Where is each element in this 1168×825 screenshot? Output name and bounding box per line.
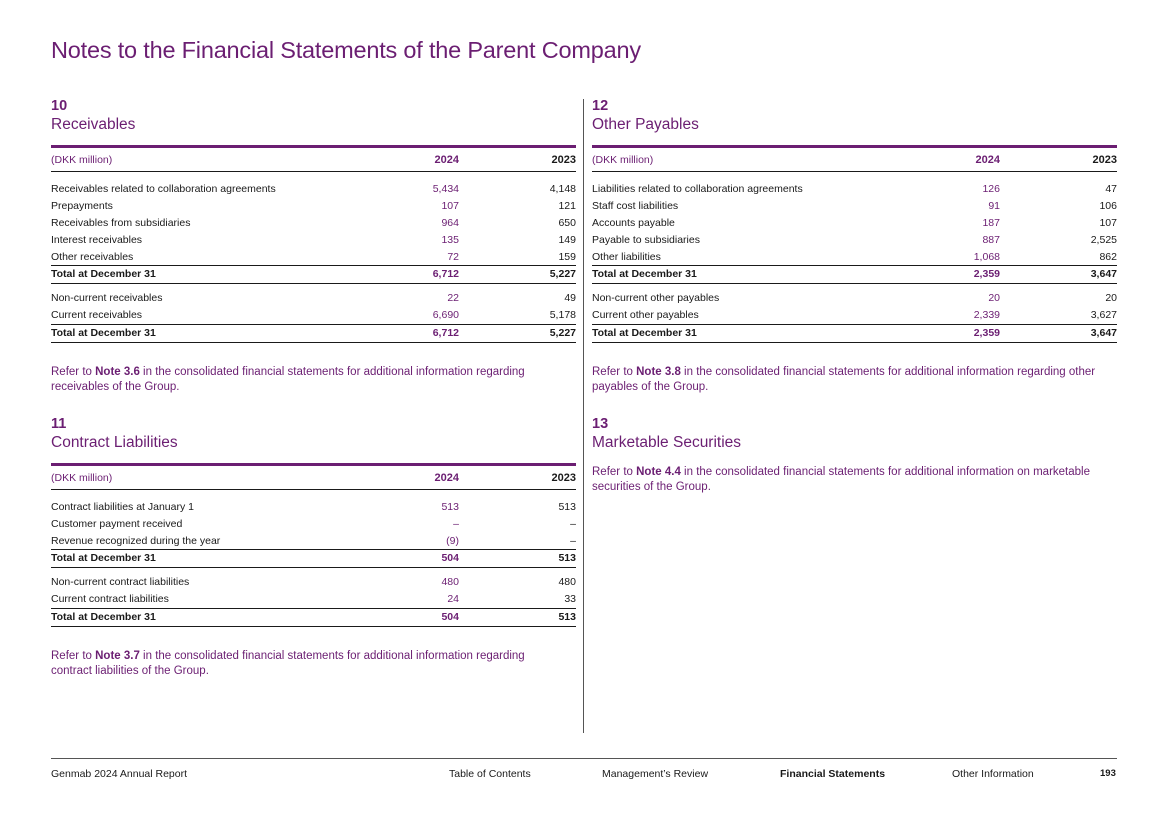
table-row bbox=[51, 515, 576, 532]
value-2024: – bbox=[453, 517, 459, 530]
unit-label: (DKK million) bbox=[592, 154, 654, 166]
value-2024: 20 bbox=[988, 292, 1000, 305]
table-row bbox=[51, 231, 576, 248]
value-2024: 2,359 bbox=[973, 268, 1000, 281]
row-label: Contract liabilities at January 1 bbox=[51, 500, 194, 513]
row-label: Total at December 31 bbox=[51, 552, 156, 565]
value-2024: 24 bbox=[447, 593, 459, 606]
other-payables-table bbox=[592, 145, 1117, 343]
total-row bbox=[592, 265, 1117, 284]
year-2024-header: 2024 bbox=[975, 154, 1000, 166]
left-column bbox=[51, 97, 576, 679]
footer-link-other-information[interactable]: Other Information bbox=[952, 768, 1034, 780]
year-2024-header: 2024 bbox=[434, 154, 459, 166]
value-2023: – bbox=[570, 534, 576, 547]
table-header bbox=[51, 149, 576, 172]
value-2024: 2,359 bbox=[973, 327, 1000, 340]
page-number: 193 bbox=[1100, 768, 1116, 779]
value-2023: 3,647 bbox=[1090, 268, 1117, 281]
unit-label: (DKK million) bbox=[51, 154, 113, 166]
row-label: Non-current other payables bbox=[592, 292, 720, 305]
year-2023-header: 2023 bbox=[551, 154, 576, 166]
refer-text: Refer to Note 3.8 in the consolidated financial statements for additional information regarding other payables of the Group. bbox=[592, 365, 1096, 393]
unit-label: (DKK million) bbox=[51, 471, 113, 484]
row-label: Total at December 31 bbox=[592, 327, 697, 340]
row-label: Non-current receivables bbox=[51, 292, 163, 305]
note-10-receivables bbox=[51, 97, 576, 395]
right-column bbox=[592, 97, 1117, 495]
table-row bbox=[51, 591, 576, 608]
value-2023: 513 bbox=[558, 611, 576, 624]
total-row bbox=[51, 549, 576, 568]
value-2024: 91 bbox=[988, 200, 1000, 213]
value-2024: 126 bbox=[982, 183, 1000, 196]
value-2023: 49 bbox=[564, 292, 576, 305]
value-2024: 513 bbox=[441, 500, 459, 513]
note-link[interactable]: Note 4.4 bbox=[636, 465, 681, 478]
value-2024: 480 bbox=[441, 576, 459, 589]
row-label: Accounts payable bbox=[592, 216, 675, 229]
table-row bbox=[51, 215, 576, 232]
column-divider bbox=[583, 99, 584, 733]
row-label: Total at December 31 bbox=[51, 611, 156, 624]
table-row bbox=[51, 198, 576, 215]
value-2024: 187 bbox=[982, 216, 1000, 229]
contract-liabilities-table bbox=[51, 463, 576, 627]
receivables-table bbox=[51, 145, 576, 343]
note-title: Other Payables bbox=[592, 116, 699, 133]
note-title: Contract Liabilities bbox=[51, 433, 178, 451]
note-13-marketable-securities bbox=[592, 415, 1117, 495]
footer-link-management-review[interactable]: Management’s Review bbox=[602, 768, 709, 780]
table-row bbox=[51, 499, 576, 516]
value-2023: 121 bbox=[558, 200, 576, 213]
table-row bbox=[592, 198, 1117, 215]
value-2024: 6,712 bbox=[432, 268, 459, 281]
table-header bbox=[51, 467, 576, 490]
page-title: Notes to the Financial Statements of the Parent Company bbox=[51, 37, 641, 63]
table-row bbox=[592, 231, 1117, 248]
refer-text: Refer to Note 3.6 in the consolidated financial statements for additional information regarding receivables of the Group. bbox=[51, 365, 525, 393]
value-2023: 159 bbox=[558, 250, 576, 263]
value-2024: 5,434 bbox=[432, 183, 459, 196]
value-2023: 149 bbox=[558, 233, 576, 246]
table-row bbox=[51, 532, 576, 549]
value-2023: 5,227 bbox=[549, 327, 576, 340]
row-label: Total at December 31 bbox=[51, 268, 156, 281]
row-label: Interest receivables bbox=[51, 233, 143, 246]
footer-report-title: Genmab 2024 Annual Report bbox=[51, 768, 188, 780]
value-2023: – bbox=[570, 517, 576, 530]
value-2023: 5,227 bbox=[549, 268, 576, 281]
value-2023: 3,627 bbox=[1090, 309, 1117, 322]
note-12-other-payables bbox=[592, 97, 1117, 395]
row-label: Receivables related to collaboration agreements bbox=[51, 183, 276, 196]
note-number: 10 bbox=[51, 98, 68, 114]
row-label: Current contract liabilities bbox=[51, 593, 169, 606]
value-2023: 107 bbox=[1099, 216, 1117, 229]
value-2023: 47 bbox=[1105, 183, 1117, 196]
note-number: 11 bbox=[51, 415, 67, 432]
value-2024: 504 bbox=[441, 552, 459, 565]
value-2023: 3,647 bbox=[1090, 327, 1117, 340]
row-label: Customer payment received bbox=[51, 517, 183, 530]
row-label: Receivables from subsidiaries bbox=[51, 216, 191, 229]
value-2023: 20 bbox=[1105, 292, 1117, 305]
value-2024: 2,339 bbox=[973, 309, 1000, 322]
row-label: Payable to subsidiaries bbox=[592, 233, 700, 246]
value-2024: 135 bbox=[441, 233, 459, 246]
value-2023: 2,525 bbox=[1090, 233, 1117, 246]
row-label: Revenue recognized during the year bbox=[51, 534, 221, 547]
total-row bbox=[51, 608, 576, 627]
value-2024: 1,068 bbox=[973, 250, 1000, 263]
table-row bbox=[51, 290, 576, 307]
value-2023: 33 bbox=[564, 593, 576, 606]
table-row bbox=[51, 574, 576, 591]
value-2024: 72 bbox=[447, 250, 459, 263]
row-label: Current receivables bbox=[51, 309, 143, 322]
row-label: Other receivables bbox=[51, 250, 134, 263]
value-2024: 504 bbox=[441, 611, 459, 624]
row-label: Liabilities related to collaboration agreements bbox=[592, 183, 803, 196]
note-number: 12 bbox=[592, 98, 609, 114]
row-label: Staff cost liabilities bbox=[592, 200, 679, 213]
note-number: 13 bbox=[592, 415, 609, 432]
table-header bbox=[592, 149, 1117, 172]
table-row bbox=[592, 307, 1117, 324]
table-row bbox=[51, 248, 576, 265]
value-2023: 480 bbox=[558, 576, 576, 589]
row-label: Other liabilities bbox=[592, 250, 661, 263]
table-row bbox=[592, 181, 1117, 198]
value-2023: 862 bbox=[1099, 250, 1117, 263]
table-row bbox=[592, 290, 1117, 307]
total-row bbox=[51, 324, 576, 343]
total-row bbox=[51, 265, 576, 284]
value-2023: 513 bbox=[558, 552, 576, 565]
footer-link-table-of-contents[interactable]: Table of Contents bbox=[449, 768, 531, 780]
value-2024: 107 bbox=[441, 200, 459, 213]
value-2024: 6,712 bbox=[432, 327, 459, 340]
value-2024: 964 bbox=[441, 216, 459, 229]
note-title: Marketable Securities bbox=[592, 433, 742, 451]
value-2024: 887 bbox=[982, 233, 1000, 246]
note-link[interactable]: Note 3.6 bbox=[95, 365, 140, 378]
row-label: Prepayments bbox=[51, 200, 113, 213]
table-row bbox=[592, 248, 1117, 265]
note-link[interactable]: Note 3.7 bbox=[95, 649, 140, 662]
row-label: Total at December 31 bbox=[592, 268, 697, 281]
table-row bbox=[592, 215, 1117, 232]
row-label: Current other payables bbox=[592, 309, 699, 322]
year-2023-header: 2023 bbox=[551, 471, 576, 484]
footer-divider bbox=[51, 758, 1117, 759]
footer-link-financial-statements[interactable]: Financial Statements bbox=[780, 768, 886, 780]
note-link[interactable]: Note 3.8 bbox=[636, 365, 681, 378]
value-2023: 513 bbox=[558, 500, 576, 513]
refer-text: Refer to Note 3.7 in the consolidated financial statements for additional information regarding contract liabilities of the Group. bbox=[51, 649, 525, 677]
table-row bbox=[51, 181, 576, 198]
row-label: Total at December 31 bbox=[51, 327, 156, 340]
total-row bbox=[592, 324, 1117, 343]
table-row bbox=[51, 307, 576, 324]
year-2023-header: 2023 bbox=[1092, 154, 1117, 166]
value-2024: (9) bbox=[446, 534, 459, 547]
value-2024: 22 bbox=[447, 292, 459, 305]
note-title: Receivables bbox=[51, 116, 136, 133]
value-2023: 106 bbox=[1099, 200, 1117, 213]
value-2023: 4,148 bbox=[549, 183, 576, 196]
value-2024: 6,690 bbox=[432, 309, 459, 322]
refer-text: Refer to Note 4.4 in the consolidated financial statements for additional information on marketable securities of the Group. bbox=[592, 465, 1090, 493]
year-2024-header: 2024 bbox=[434, 471, 459, 484]
note-11-contract-liabilities bbox=[51, 415, 576, 679]
value-2023: 5,178 bbox=[549, 309, 576, 322]
row-label: Non-current contract liabilities bbox=[51, 576, 190, 589]
value-2023: 650 bbox=[558, 216, 576, 229]
